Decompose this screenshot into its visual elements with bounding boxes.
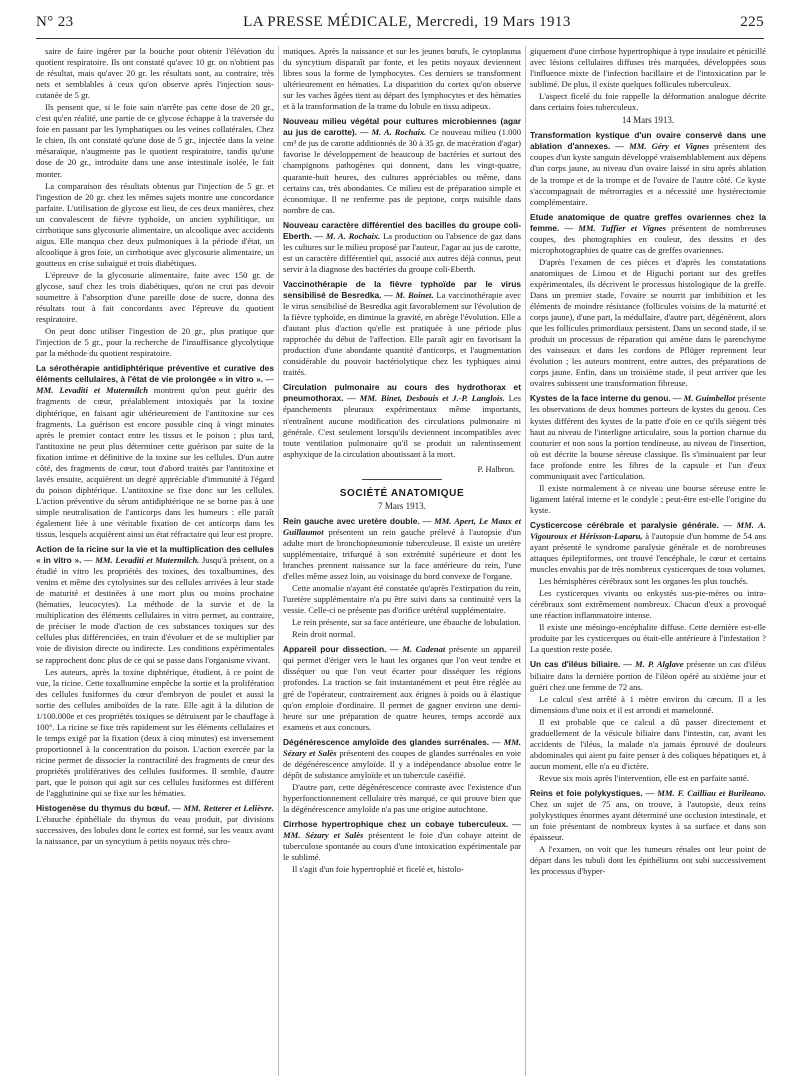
section-heading: Cysticercose cérébrale et paralysie générale. [530,519,719,530]
section-heading: Cirrhose hypertrophique chez un cobaye tuberculeux. [283,819,509,830]
section-body: Chez un sujet de 75 ans, on trouve, à l'autopsie, deux reins polykystiques énormes ayant déterminé une occlusion intestinale, et un foie présentant de nombreux kystes à sa surface et dans son épaisseur. [530,799,766,843]
section-paragraph [530,788,766,843]
paragraph: Il existe une méningo-encéphalite diffuse. Cette dernière est-elle produite par les cysticerques ou était-elle antérieure à l'infestation ? La question reste posée. [530,622,766,655]
section-body: à l'autopsie d'un homme de 54 ans ayant présenté le syndrome paralysie générale et de nombreuses attaques épileptiformes, ont trouvé l'encéphale, le cœur et certains muscles envahis par de très nombreux cysticerques de tous volumes. [530,530,766,575]
paragraph: D'autre part, cette dégénérescence contraste avec l'existence d'un hyperfonctionnement cellulaire très marqué, ce qui prouve bien que la dégénérescence amyloïde n'a pas une origine autochtone. [283,781,521,814]
section-heading: Nouveau milieu végétal pour cultures microbiennes (agar au jus de carotte). [283,116,521,138]
paragraph: saire de faire ingérer par la bouche pour obtenir l'élévation du quotient respiratoire. Ils ont constaté qu'avec 10 gr. on n'obtient pas de résultat, mais qu'avec 20 gr. les résultats sont, au contraire, très nets et semblables à ceux qu'on observe après l'injection sous-cutanée de 5 gr. [36,46,274,101]
section-paragraph [283,737,521,781]
paragraph: L'épreuve de la glycosurie alimentaire, faite avec 150 gr. de glycose, sauf chez les trois diabétiques, qu'on ne crut pas devoir soumettre à l'absorption d'une pareille dose de sucre, donna des résultats tout à fait concordants avec l'épreuve du quotient respiratoire. [36,269,274,325]
section-authors: — MM. Binet, Desbouis et J.-P. Langlois. [343,393,505,404]
section-paragraph [283,382,521,459]
section-body: présente un appareil qui permet d'ériger vers le haut les organes que l'on veut tendre et disséquer ou que l'on veut écarter pour disséquer les régions profondes. La traction se fait instantanément et peut être réglée au gré de l'opérateur, contrairement aux érignes à poids ou à élastique qu'on emploie d'ordinaire. Il permet de gagner environ une demi-heure sur une préparation de quatre heures, temps accordé aux examens et aux concours. [283,644,521,732]
section-body: L'ébauche épithéliale du thymus du veau produit, par divisions successives, des lobules dont le cortex est formé, sur les veaux avant la naissance, par un syncytium à petits noyaux très chro- [36,814,274,847]
session-date: 14 Mars 1913. [621,115,675,126]
section-authors: — M. P. Alglave [620,659,684,670]
issue-number: N° 23 [36,14,74,30]
paragraph: On peut donc utiliser l'ingestion de 20 gr., plus pratique que l'injection de 5 gr., pour la recherche de l'insuffisance glycolytique par la méthode du quotient respiratoire. [36,326,274,359]
section-paragraph [283,819,521,863]
signature: P. Halbron. [477,464,515,474]
paragraph: Le rein présente, sur sa face antérieure, une ébauche de lobulation. [292,617,521,628]
section-authors: — MM. F. Cailliau et Burileano. [642,788,766,798]
section-body: présentent un rein gauche prélevé à l'autopsie d'un adulte mort de bronchopneumonie tuberculeuse. Il existe un uretère supplémentaire, trifurqué à son extrémité supérieure et dont les branches prennent naissance sur la face antérieure du rein, l'une d'elles même assez loin, au voisinage du bord convexe de l'organe. [283,526,521,582]
page-number: 225 [740,14,764,30]
column-divider [278,46,279,1076]
section-paragraph [530,130,766,207]
section-heading: Un cas d'iléus biliaire. [530,659,621,670]
section-heading: Appareil pour dissection. [283,644,387,655]
section-authors: — M. Guimbellot [670,393,736,404]
section-authors: — MM. Apert, Le Maux et Guillaumot [283,515,521,537]
section-authors: — MM. Sézary et Salès [283,736,521,758]
section-body: montrent qu'on peut guérir des fragments de cœur, préalablement intoxiqués par la toxine diphtérique, en faisant agir ultérieurement de l'antitoxine sur ces fragments. La guérison est encore possible cinq à vingt minutes après le premier contact entre les tissus et le poison ; plus tard, l'antitoxine ne peut plus déterminer cette guérison par suite de la fixation intime et définitive de la toxine sur les cellules. D'un autre côté, des fragments de cœur, tout d'abord traités par l'antitoxine et lavés ensuite, acquièrent un degré appréciable d'immunité à l'égard du poison diphtérique. L'antitoxine se fixe donc sur les cellules. L'action préventive du sérum antidiphtérique ne se borne pas à une simple neutralisation de l'anticorps dans les humeurs : elle paraît également liée à une véritable fixation de cet anticorps dans les tissus, lesquels acquièrent ainsi un état réfractaire qui leur est propre. [36,385,274,540]
paragraph: Il est probable que ce calcul a dû passer directement et graduellement de la vésicule biliaire dans l'intestin, car, avant les accidents de l'iléus, la malade n'a jamais éprouvé de douleurs abdominales qui aient pu faire penser à des coliques hépatiques et, à aucun moment, elle n'a eu d'ictère. [530,716,766,771]
section-authors: — MM. Levaditi et Mutermilch [36,374,274,396]
section-body: Jusqu'à présent, on a étudié in vitro les propriétés des toxines, des toxalbumines, des venins et même des cytolysines sur des cellules arrivées à leur stade de maturité et destinées à une mort plus ou moins prochaine (hématies, leucocytes). La méthode de la survie et de la multiplication des éléments cellulaires in vitro permet, au contraire, de préciser le mode d'action de ces substances toxiques sur des cellules plus différenciées, en train d'évoluer et de se multiplier par voie de division directe ou indirecte. Les conditions expérimentales se rapprochent donc plus de ce qui se passe dans l'organisme vivant. [36,555,274,665]
section-authors: — M. A. Rochaix. [311,230,381,241]
section-body: Ce nouveau milieu (1.000 cm³ de jus de carotte additionnés de 30 à 35 gr. de macération d'agar) favorise le développement de beaucoup de bactéries et surtout des champignons pathogènes qui donnent, dans les vingt-quatre, quarante-huit heures, des cultures appréciables ou même, dans certains cas, très abondantes. Ce milieu est de préparation simple et économique. Il ne renferme pas de peptone, corps nuisible dans nombre de cas. [283,127,521,215]
paragraph: La comparaison des résultats obtenus par l'injection de 5 gr. et l'ingestion de 20 gr. chez les mêmes sujets montre une concordance parfaite. L'utilisation de glycose est lieu, de ces deux manières, chez un convalescent de fièvre typhoïde, un ancien syphilitique, un cirrhotique sans glycosurie alimentaire, un alcoolique avec accidents aigus. Elle manqua chez deux pulmoniques à la période d'état, un alcoolique à gros foie, un cirrhotique avec glycosurie alimentaire, un goutteux en crise subaiguë et trois diabétiques. [36,180,274,268]
section-rule [362,479,442,480]
section-paragraph [36,363,274,540]
section-body: présentent des coupes de glandes surrénales en voie de dégénérescence amyloïde. Il y a indépendance absolue entre le dépôt de substance amyloïde et un tubercule caséifié. [283,747,521,780]
section-paragraph [530,659,766,692]
section-body: présentent de nombreuses coupes, des photographies en couleur, des dessins et des microphotographies de quatre cas de greffes ovariennes. [530,222,766,255]
paragraph: A l'examen, on voit que les tumeurs rénales ont leur point de départ dans les tubuli dont les épithéliums ont subi successivement les processus d'hyper- [530,844,766,877]
paragraph: L'aspect ficelé du foie rappelle la déformation analogue décrite dans certains foies tuberculeux. [530,91,766,113]
section-heading: Circulation pulmonaire au cours des hydrothorax et pneumothorax. [283,382,521,404]
paragraph: Le calcul s'est arrêté à 1 mètre environ du cæcum. Il a les dimensions d'une noix et il est arrondi et mamelonné. [530,693,766,715]
section-heading: Dégénérescence amyloïde des glandes surrénales. [283,736,490,747]
section-body: La production ou l'absence de gaz dans les cultures sur le milieu proposé par l'auteur, l'agar au jus de carotte, est un caractère différentiel qui, associé aux autres déjà connus, peut servir à la diagnose des bactéries du groupe coli-Eberth. [283,230,521,274]
paragraph: Les cysticerques vivants ou enkystés sus-pie-mères ou intra-cérébraux sont extrêmement nombreux. Chacun d'eux a provoqué une réaction inflammatoire intense. [530,588,766,621]
page-header [36,14,764,36]
society-heading: SOCIÉTÉ ANATOMIQUE [339,487,465,499]
section-paragraph [530,393,766,481]
section-body: présentent le foie d'un cobaye atteint de tuberculose spontanée au cours d'une intoxication expérimentale par le sublimé. [283,830,521,863]
paragraph: matiques. Après la naissance et sur les jeunes bœufs, le cytoplasma du syncytium disparaît par fonte, et les petits noyaux deviennent libres sous la forme de lymphocytes. Ces derniers se transforment ultérieurement en hématies. La disparition du cortex qu'on observe sur les vaches âgées tient au départ des lymphocytes et des hématies et à la transformation de la trame du lobule en tissu adipeux. [283,46,521,112]
header-rule [36,38,764,39]
section-heading: Reins et foie polykystiques. [530,788,643,798]
section-authors: — MM. Levaditi et Mutermilch. [81,555,200,566]
section-heading: Etude anatomique de quatre greffes ovariennes chez la femme. [530,211,766,233]
paragraph: Il s'agit d'un foie hypertrophié et ficelé et, histolo- [292,864,464,875]
section-body: présentent des coupes d'un kyste sanguin développé vraisemblablement aux dépens d'un corps jaune, au niveau d'un ovaire laissé in situ après ablation de la trompe et de la trompe et de l'ovaire de l'autre côté. Ce kyste s'accompagnait de métrorragies et a nécessité une hystérectomie complémentaire. [530,141,766,207]
column-divider [525,46,526,1076]
paragraph: Les auteurs, après la toxine diphtérique, étudient, à ce point de vue, la ricine. Cette toxalbumine empêche la sortie et la prolifération des cellules fusiformes du cœur d'embryon de poulet et aussi la sortie des cellules amiboïdes de la rate. Elle agit à la dilution de 1/100.000e et ces propriétés toxiques se détruisent par le chauffage à 100°. La ricine se fixe très rapidement sur les éléments cellulaires et le temps exigé par la fixation (deux à cinq minutes) est inversement proportionnel à la concentration du poison. L'action exercée par la ricine permet de dissocier la contractilité des fragments de cœur des propriétés prolifératives des cellules fusiformes. Il semble, d'autre part, que le poison qui agit sur ces cellules fusiformes est différent de l'agglutinine qui se fixe sur les hématies. [36,666,274,799]
section-authors: — M. Cadenat [386,644,446,655]
section-authors: — MM. Sézary et Salès [283,819,521,841]
journal-title: LA PRESSE MÉDICALE, Mercredi, 19 Mars 1913 [243,14,571,30]
section-paragraph [530,212,766,256]
section-heading: Nouveau caractère différentiel des bacilles du groupe coli-Eberth. [283,219,521,241]
section-heading: Action de la ricine sur la vie et la multiplication des cellules « in vitro ». [36,544,274,566]
section-authors: — MM. Tuffier et Vignes [559,222,667,233]
section-authors: — MM. Géry et Vignes [610,141,710,152]
section-heading: Histogenèse du thymus du bœuf. [36,803,170,814]
section-heading: Vaccinothérapie de la fièvre typhoïde par le virus sensibilisé de Besredka. [283,278,521,300]
section-body: présente un cas d'iléus biliaire dans la dernière portion de l'iléon opéré au sixième jour et guéri chez une femme de 72 ans. [530,659,766,692]
section-authors: — M. Boinet. [381,289,434,300]
paragraph: Cette anomalie n'ayant été constatée qu'après l'extirpation du rein, l'uretère supplémentaire n'a pu être suivi dans sa continuité vers la vessie. Celle-ci ne présente pas d'orifice urétéral supplémentaire. [283,583,521,616]
paragraph: Ils pensent que, si le foie sain n'arrête pas cette dose de 20 gr., c'est qu'en réalité, une partie de ce glycose échappe à la traversée du foie en passant par les lymphatiques ou les veines collatérales. Chez le chien, ils ont constaté qu'une dose de 5 gr., injectée dans la veine mésaraïque, n'augmente pas le quotient respiratoire, tandis qu'une dose de 20 gr., introduite dans une anse intestinale isolée, le fait monter. [36,102,274,179]
section-heading: Rein gauche avec uretère double. [283,515,420,526]
session-date: 7 Mars 1913. [378,500,426,511]
section-authors: — M. A. Rochaix. [357,127,427,138]
section-paragraph [36,803,274,847]
section-heading: Transformation kystique d'un ovaire conservé dans une ablation d'annexes. [530,130,766,152]
column-2 [283,46,521,1076]
section-authors: — MM. Retterer et Lelièvre. [169,803,274,814]
section-paragraph [530,520,766,575]
column-3 [530,46,766,1076]
paragraph: Rein droit normal. [292,629,356,640]
section-heading: La sérothérapie antidiphtérique préventive et curative des éléments cellulaires, à l'état de vie prolongée « in vitro ». [36,363,274,385]
paragraph: D'après l'examen de ces pièces et d'après les constatations anatomiques de Limou et de Higuchi portant sur des greffes expérimentales, ils décrivent le processus histologique de la greffe. Dans un premier stade, l'ovaire se nourrit par imbibition et les éléments de moindre résistance (follicules voisins de la maturité et corps jaune), d'une part, la médullaire, d'autre part, dégénèrent, alors que les follicules primordiaux persistent. Dans un second stade, il se produit un processus de réparation qui amène dans le parenchyme des vaisseaux et dans les cordons de Pflüger reprennent leur évolution ; les auteurs montrent, entre autres, des préparations de corps jaune. Enfin, dans un troisième stade, il peut arriver que les ovaires subissent une transformation fibreuse. [530,256,766,389]
section-paragraph [36,544,274,666]
paragraph: Il existe normalement à ce niveau une bourse séreuse entre le ligament latéral interne et le condyle ; peut-être est-elle l'origine du kyste. [530,482,766,515]
section-authors: — MM. A. Vigouroux et Hérisson-Laparu, [530,519,766,541]
section-body: Les épanchements pleuraux expérimentaux même importants, n'entraînent aucune modification des circulations pulmonaire ni générale. C'est seulement lorsqu'ils deviennent incompatibles avec toute ventilation pulmonaire qu'il se produit un ralentissement asphyxique de la circulation aboutissant à la mort. [283,393,521,459]
section-body: présente les observations de deux hommes porteurs de kystes du genou. Ces kystes différent des kystes de la patte d'oie en ce qu'ils siègent très haut au niveau de l'interligne articulaire, sous la portion charnue du couturier et non sous la portion tendineuse, au niveau de l'insertion, où est décrite la bourse séreuse classique. Ils s'insinuaient par leur face profonde entre les fibres de la capsule et l'un d'eux communiquait avec l'articulation. [530,393,766,481]
section-paragraph [283,279,521,378]
section-paragraph [283,644,521,732]
column-1 [36,46,274,1076]
paragraph: giquement d'une cirrhose hypertrophique à type insulaire et pénicillé avec lésions cellulaires diffuses très marquées, développées sous l'influence mixte de l'infection bacillaire et de l'intoxication par le sublimé. De plus, il existe quelques follicules tuberculeux. [530,46,766,90]
paragraph: Les hémisphères cérébraux sont les organes les plus touchés. [539,576,749,587]
section-body: La vaccinothérapie avec le virus sensibilisé de Besredka agit favorablement sur l'évolution de la fièvre typhoïde, en diminue la gravité, en abrège l'évolution. Elle a d'autant plus d'action qu'elle est pratiquée à une période plus rapprochée du début de l'affection. Elle paraît agir en favorisant la production d'une abondante quantité d'anticorps, et l'augmentation considérable du pouvoir bactériolytique chez les typhiques ainsi traités. [283,289,521,378]
section-heading: Kystes de la face interne du genou. [530,393,671,404]
section-paragraph [283,116,521,215]
paragraph: Revue six mois après l'intervention, elle est en parfaite santé. [539,772,749,783]
section-paragraph [283,516,521,582]
section-paragraph [283,220,521,275]
